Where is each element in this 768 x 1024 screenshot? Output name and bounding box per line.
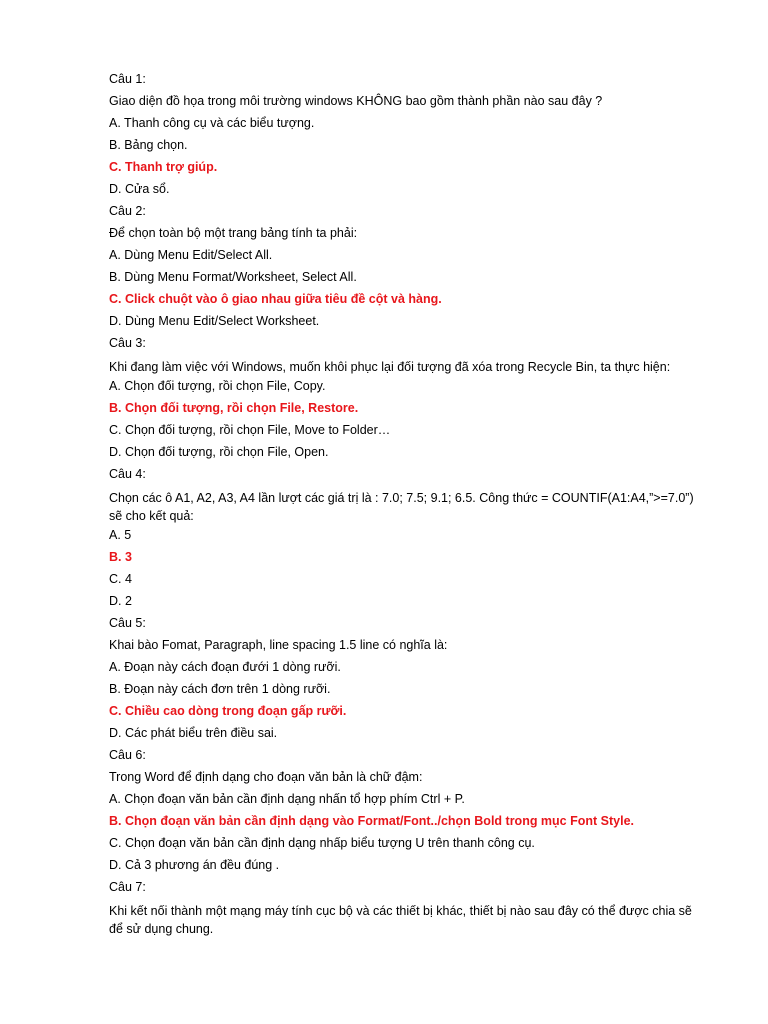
question-label: Câu 2:: [109, 204, 146, 218]
correct-answer-option: C. Click chuột vào ô giao nhau giữa tiêu đề cột và hàng.: [109, 292, 442, 306]
answer-option: A. Chọn đối tượng, rồi chọn File, Copy.: [109, 379, 326, 393]
answer-option: D. 2: [109, 594, 132, 608]
correct-answer-option: B. Chọn đoạn văn bản cần định dạng vào Format/Font../chọn Bold trong mục Font Style.: [109, 814, 634, 828]
answer-option: D. Các phát biểu trên điều sai.: [109, 726, 278, 740]
answer-option: A. Thanh công cụ và các biểu tượng.: [109, 116, 315, 130]
answer-option: A. Dùng Menu Edit/Select All.: [109, 248, 273, 262]
question-text: Khi kết nối thành một mạng máy tính cục bộ và các thiết bị khác, thiết bị nào sau đây có thể được chia sẽ để sử dụng chung.: [109, 904, 692, 936]
answer-option: D. Cửa sổ.: [109, 182, 170, 196]
question-label: Câu 6:: [109, 748, 146, 762]
question-label: Câu 3:: [109, 336, 146, 350]
answer-option: B. Dùng Menu Format/Worksheet, Select All.: [109, 270, 357, 284]
question-text: Giao diện đồ họa trong môi trường windows KHÔNG bao gồm thành phần nào sau đây ?: [109, 94, 603, 108]
question-text: Khi đang làm việc với Windows, muốn khôi phục lại đối tượng đã xóa trong Recycle Bin, ta thực hiện:: [109, 360, 671, 374]
answer-option: A. Đoạn này cách đoạn đưới 1 dòng rưỡi.: [109, 660, 341, 674]
question-text: Khai bào Fomat, Paragraph, line spacing 1.5 line có nghĩa là:: [109, 638, 448, 652]
document-body: [109, 72, 709, 941]
answer-option: D. Dùng Menu Edit/Select Worksheet.: [109, 314, 320, 328]
correct-answer-option: B. 3: [109, 550, 132, 564]
answer-option: D. Chọn đối tượng, rồi chọn File, Open.: [109, 445, 329, 459]
answer-option: B. Bảng chọn.: [109, 138, 188, 152]
answer-option: C. 4: [109, 572, 132, 586]
question-text: Chọn các ô A1, A2, A3, A4 lần lượt các giá trị là : 7.0; 7.5; 9.1; 6.5. Công thức = COUNTIF(A1:A4,”>=7.0”) sẽ cho kết quả:: [109, 491, 694, 523]
answer-option: D. Cả 3 phương án đều đúng .: [109, 858, 280, 872]
correct-answer-option: C. Chiều cao dòng trong đoạn gấp rưỡi.: [109, 704, 347, 718]
question-label: Câu 4:: [109, 467, 146, 481]
answer-option: C. Chọn đoạn văn bản cần định dạng nhấp biểu tượng U trên thanh công cụ.: [109, 836, 535, 850]
question-label: Câu 1:: [109, 72, 146, 86]
question-text: Để chọn toàn bộ một trang bảng tính ta phải:: [109, 226, 358, 240]
answer-option: B. Đoạn này cách đơn trên 1 dòng rưỡi.: [109, 682, 331, 696]
answer-option: A. 5: [109, 528, 132, 542]
answer-option: C. Chọn đối tượng, rồi chọn File, Move to Folder…: [109, 423, 391, 437]
answer-option: A. Chọn đoạn văn bản cần định dạng nhấn tổ hợp phím Ctrl + P.: [109, 792, 465, 806]
question-label: Câu 7:: [109, 880, 146, 894]
correct-answer-option: C. Thanh trợ giúp.: [109, 160, 218, 174]
question-label: Câu 5:: [109, 616, 146, 630]
question-text: Trong Word để định dạng cho đoạn văn bản là chữ đậm:: [109, 770, 423, 784]
correct-answer-option: B. Chọn đối tượng, rồi chọn File, Restore.: [109, 401, 359, 415]
